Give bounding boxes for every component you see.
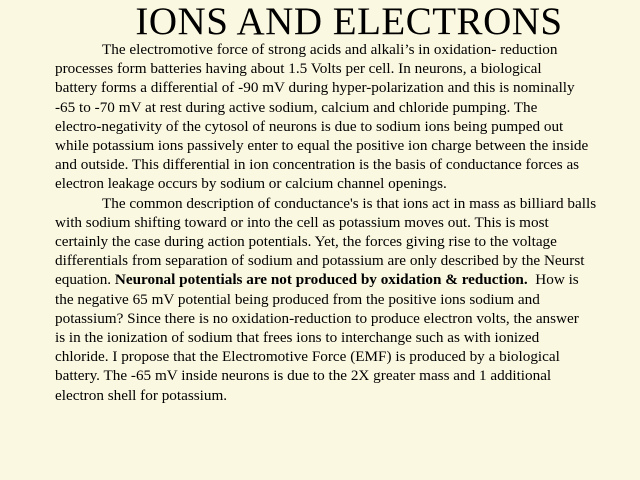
text-line: -65 to -70 mV at rest during active sodium, calcium and chloride pumping. The xyxy=(55,98,538,116)
text-line: electro-negativity of the cytosol of neurons is due to sodium ions being pumped out xyxy=(55,117,564,135)
text-line: electron shell for potassium. xyxy=(55,386,228,404)
text-line: certainly the case during action potentials. Yet, the forces giving rise to the voltage xyxy=(55,233,557,251)
text-line: the negative 65 mV potential being produced from the positive ions sodium and xyxy=(55,290,540,308)
text-line-with-bold xyxy=(8,270,636,289)
text-line: with sodium shifting toward or into the cell as potassium moves out. This is most xyxy=(55,213,549,231)
text-line: potassium? Since there is no oxidation-reduction to produce electron volts, the answer xyxy=(55,309,579,327)
bold-statement: Neuronal potentials are not produced by oxidation & reduction. xyxy=(114,271,528,289)
text-line: chloride. I propose that the Electromotive Force (EMF) is produced by a biological xyxy=(55,348,560,366)
text-line: while potassium ions passively enter to equal the positive ion charge between the inside xyxy=(55,137,589,155)
text-line: battery forms a differential of -90 mV during hyper-polarization and this is nominally xyxy=(55,79,575,97)
text-line: battery. The -65 mV inside neurons is due to the 2X greater mass and 1 additional xyxy=(55,367,552,385)
slide-body xyxy=(8,40,636,405)
paragraph-2 xyxy=(8,194,636,405)
text-line: The common description of conductance's is that ions act in mass as billiard balls xyxy=(102,194,597,212)
text-segment: equation. xyxy=(55,271,115,289)
slide-title: IONS AND ELECTRONS xyxy=(135,0,563,43)
text-line: and outside. This differential in ion concentration is the basis of conductance forces as xyxy=(55,156,580,174)
paragraph-1 xyxy=(8,40,636,194)
text-segment: How is xyxy=(527,271,579,289)
text-line: processes form batteries having about 1.5 Volts per cell. In neurons, a biological xyxy=(55,60,542,78)
text-line: The electromotive force of strong acids and alkali’s in oxidation- reduction xyxy=(102,41,558,58)
text-line: is in the ionization of sodium that frees ions to interchange such as with ionized xyxy=(55,329,540,347)
text-line: differentials from separation of sodium and potassium are only described by the Neurst xyxy=(55,252,585,270)
text-line: electron leakage occurs by sodium or calcium channel openings. xyxy=(55,175,447,193)
